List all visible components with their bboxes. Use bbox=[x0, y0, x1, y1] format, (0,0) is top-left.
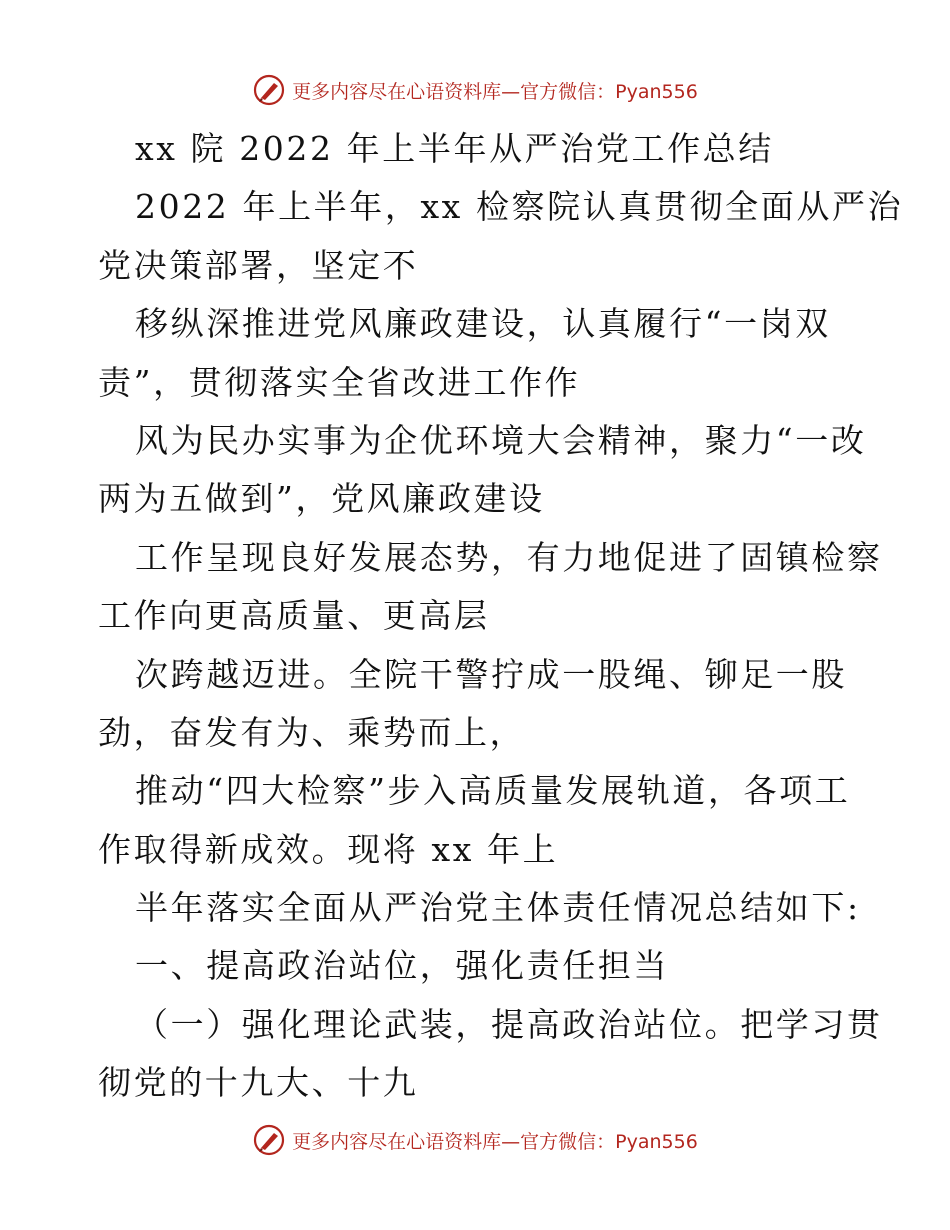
document-line: 工作呈现良好发展态势，有力地促进了固镇检察 bbox=[135, 537, 883, 577]
document-body bbox=[98, 120, 904, 1113]
pen-logo-icon bbox=[252, 73, 286, 107]
document-line: 移纵深推进党风廉政建设，认真履行“一岗双 bbox=[135, 304, 831, 344]
document-line: 责”，贯彻落实全省改进工作作 bbox=[98, 362, 581, 402]
document-line: 推动“四大检察”步入高质量发展轨道，各项工 bbox=[135, 771, 851, 811]
document-line: 次跨越迈进。全院干警拧成一股绳、铆足一股 bbox=[135, 654, 847, 694]
document-line: xx 院 2022 年上半年从严治党工作总结 bbox=[135, 129, 774, 168]
document-line: 劲，奋发有为、乘势而上， bbox=[98, 712, 526, 752]
document-line: 半年落实全面从严治党主体责任情况总结如下: bbox=[135, 888, 861, 928]
document-line: 作取得新成效。现将 xx 年上 bbox=[98, 829, 559, 869]
document-line: 风为民办实事为企优环境大会精神，聚力“一改 bbox=[135, 420, 867, 460]
document-line: 工作向更高质量、更高层 bbox=[98, 596, 490, 636]
document-line: 彻党的十九大、十九 bbox=[98, 1063, 419, 1103]
document-line: （一）强化理论武装，提高政治站位。把学习贯 bbox=[135, 1004, 883, 1044]
document-line: 一、提高政治站位，强化责任担当 bbox=[135, 946, 669, 986]
watermark-text: 更多内容尽在心语资料库—官方微信：Pyan556 bbox=[292, 1130, 698, 1153]
watermark-text: 更多内容尽在心语资料库—官方微信：Pyan556 bbox=[292, 80, 698, 103]
document-line: 两为五做到”，党风廉政建设 bbox=[98, 479, 545, 519]
footer-watermark-banner bbox=[0, 1120, 950, 1160]
document-line: 党决策部署，坚定不 bbox=[98, 245, 419, 285]
pen-logo-icon bbox=[252, 1123, 286, 1157]
document-line: 2022 年上半年，xx 检察院认真贯彻全面从严治 bbox=[135, 187, 904, 227]
header-watermark-banner bbox=[0, 70, 950, 110]
